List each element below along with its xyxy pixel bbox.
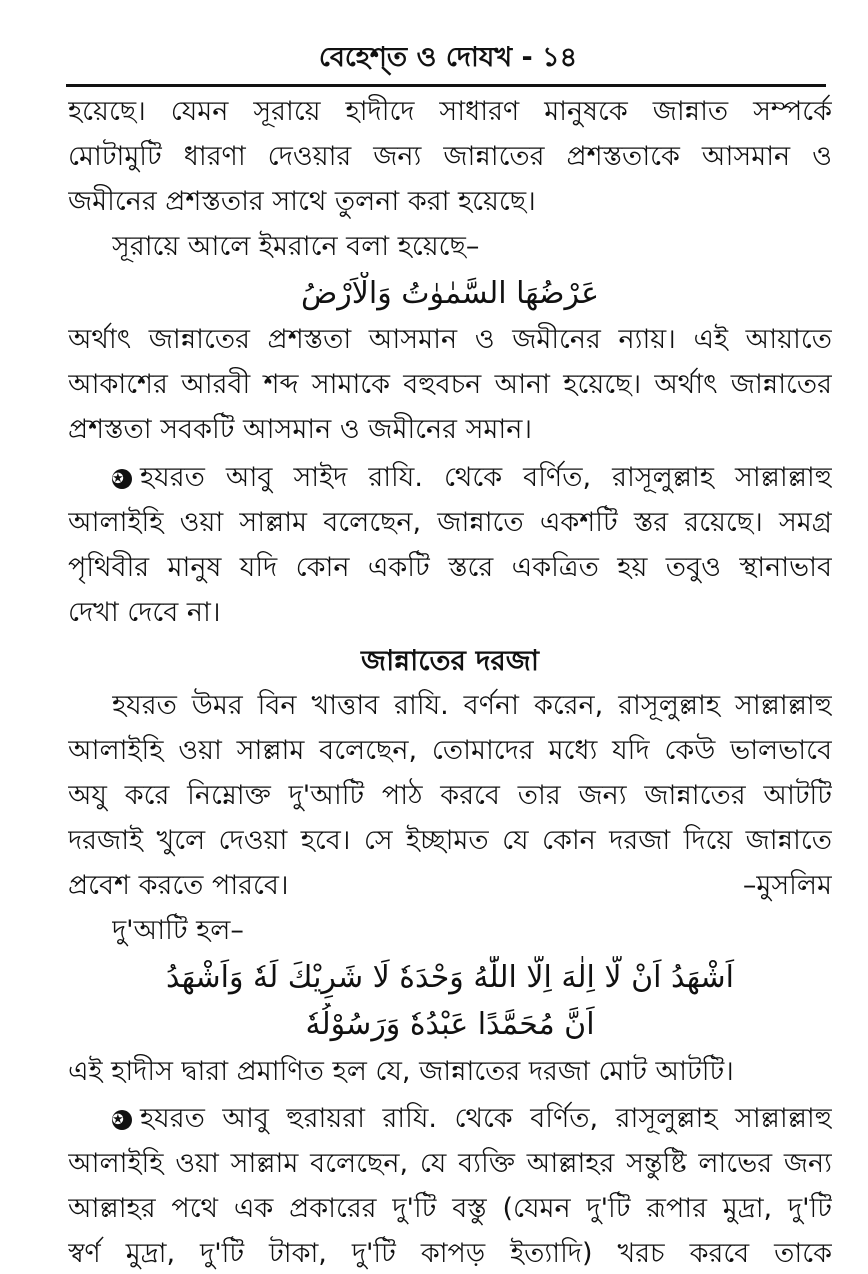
text-span: হযরত আবু হুরায়রা রাযি. থেকে বর্ণিত, রাসূলুল্লাহ সাল্লাল্লাহু — [140, 1103, 832, 1134]
arabic-dua-line-1: اَشْهَدُ اَنْ لَّا اِلٰهَ اِلَّا اللّٰهُ وَحْدَهٗ لَا شَرِيْكَ لَهٗ وَاَشْهَدُ — [165, 960, 735, 995]
text-line: আলাইহি ওয়া সাল্লাম বলেছেন, তোমাদের মধ্যে যদি কেউ ভালভাবে — [68, 735, 832, 766]
text-line: হযরত উমর বিন খাত্তাব রাযি. বর্ণনা করেন, রাসূলুল্লাহ সাল্লাল্লাহু — [112, 690, 832, 721]
text-line: জমীনের প্রশস্ততার সাথে তুলনা করা হয়েছে। — [68, 186, 536, 217]
text-line: আকাশের আরবী শব্দ সামাকে বহুবচন আনা হয়েছে। অর্থাৎ জান্নাতের — [68, 369, 832, 400]
header-rule — [66, 84, 826, 87]
text-line: আলাইহি ওয়া সাল্লাম বলেছেন, যে ব্যক্তি আল্লাহর সন্তুষ্টি লাভের জন্য — [68, 1148, 832, 1179]
text-line-with-source — [68, 866, 832, 908]
text-line: মোটামুটি ধারণা দেওয়ার জন্য জান্নাতের প্রশস্ততাকে আসমান ও — [68, 141, 832, 172]
text-line: অর্থাৎ জান্নাতের প্রশস্ততা আসমান ও জমীনের ন্যায়। এই আয়াতে — [68, 324, 832, 355]
star-bullet-icon: ✪ — [112, 469, 132, 489]
star-bullet-icon: ✪ — [112, 1110, 132, 1130]
text-line: পৃথিবীর মানুষ যদি কোন একটি স্তরে একত্রিত হয় তবুও স্থানাভাব — [68, 552, 832, 583]
text-line: দরজাই খুলে দেওয়া হবে। সে ইচ্ছামত যে কোন দরজা দিয়ে জান্নাতে — [68, 825, 832, 856]
text-line: হয়েছে। যেমন সূরায়ে হাদীদে সাধারণ মানুষকে জান্নাত সম্পর্কে — [68, 96, 832, 127]
text-span: প্রবেশ করতে পারবে। — [68, 870, 289, 901]
text-line: আলাইহি ওয়া সাল্লাম বলেছেন, জান্নাতে একশটি স্তর রয়েছে। সমগ্র — [68, 507, 832, 538]
text-line: আল্লাহর পথে এক প্রকারের দু'টি বস্তু (যেমন দু'টি রূপার মুদ্রা, দু'টি — [68, 1193, 832, 1224]
hadith-first-line — [112, 1099, 832, 1141]
page-header: বেহেশ্‌ত ও দোযখ - ১৪ — [318, 42, 578, 73]
text-line: অযু করে নিম্নোক্ত দু'আটি পাঠ করবে তার জন্য জান্নাতের আটটি — [68, 780, 832, 811]
text-line: স্বর্ণ মুদ্রা, দু'টি টাকা, দু'টি কাপড় ইত্যাদি) খরচ করবে তাকে — [68, 1238, 832, 1269]
section-heading: জান্নাতের দরজা — [361, 644, 539, 677]
text-line: দু'আটি হল– — [112, 915, 244, 946]
hadith-source: –মুসলিম — [742, 870, 832, 901]
arabic-verse: عَرْضُهَا السَّمٰوٰتُ وَالْاَرْضُ — [301, 276, 599, 311]
text-line: দেখা দেবে না। — [68, 597, 221, 628]
text-line: প্রশস্ততা সবকটি আসমান ও জমীনের সমান। — [68, 414, 532, 445]
text-line: সূরায়ে আলে ইমরানে বলা হয়েছে– — [112, 231, 480, 262]
hadith-first-line — [112, 458, 832, 500]
text-span: হযরত আবু সাইদ রাযি. থেকে বর্ণিত, রাসূলুল্লাহ সাল্লাল্লাহু — [140, 462, 832, 493]
text-line: এই হাদীস দ্বারা প্রমাণিত হল যে, জান্নাতের দরজা মোট আটটি। — [68, 1056, 734, 1087]
arabic-dua-line-2: اَنَّ مُحَمَّدًا عَبْدُهٗ وَرَسُوْلُهٗ — [305, 1007, 595, 1042]
